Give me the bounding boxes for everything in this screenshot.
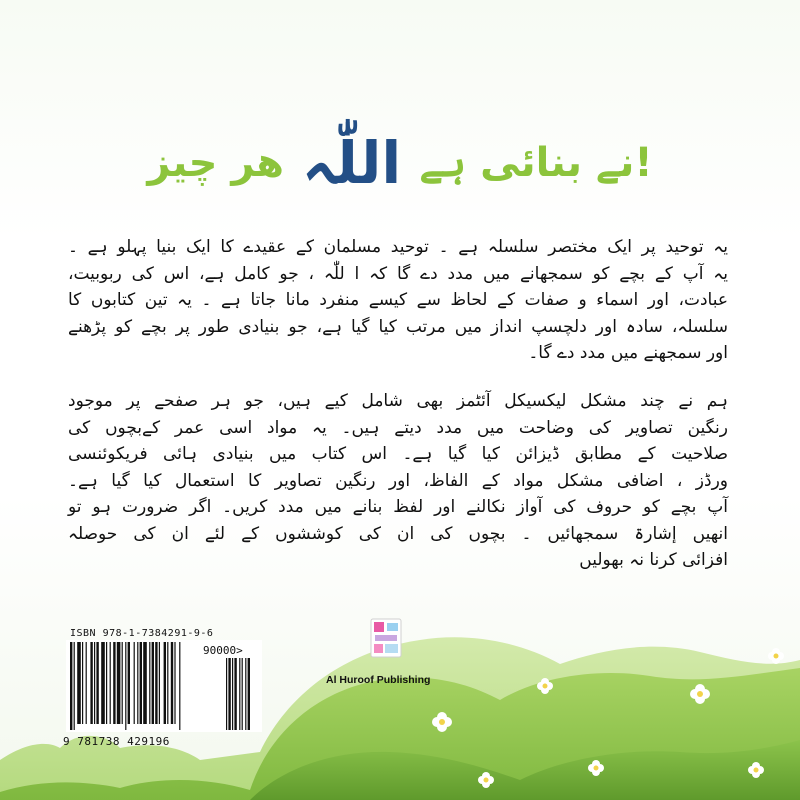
flower: [768, 648, 784, 664]
barcode-bar: [70, 642, 72, 730]
barcode-bar: [149, 642, 150, 724]
barcode-addon-bar: [226, 658, 227, 730]
barcode-bar: [155, 642, 157, 724]
text-line: انھیں إشارۃ سمجھائیں ۔ بچوں کی ان کی کوششوں کے لئے ان کی حوصلہ: [68, 523, 728, 544]
text-line: یہ توحید پر ایک مختصر سلسلہ ہے ۔ توحید مسلمان کے عقیدے کا ایک بنیا پہلو ہے ۔: [68, 237, 728, 257]
title-part-right: نے بنائی ہے!: [419, 140, 653, 186]
text-line: اور سمجھنے میں مدد دے گا۔: [528, 343, 728, 363]
barcode-addon-bar: [234, 658, 236, 730]
barcode-bar: [106, 642, 107, 724]
barcode-bar: [137, 642, 138, 724]
barcode-bar: [164, 642, 166, 724]
barcode-addon-bar: [228, 658, 230, 730]
barcode-bar: [128, 642, 130, 724]
barcode-bar: [167, 642, 168, 724]
text-line: یہ آپ کے بچے کو سمجھانے میں مدد دے گا کہ ا للّٰہ ، جو کامل ہے، اس کی ربوبیت،: [68, 263, 728, 284]
barcode-bar: [159, 642, 160, 724]
text-line: ہم نے چند مشکل لیکسیکل آئٹمز بھی شامل کیے ہیں، جو ہر صفحے پر موجود: [68, 391, 728, 411]
barcode-bar: [125, 642, 126, 730]
barcode-bar: [90, 642, 92, 724]
title-allah: اللّٰہ: [301, 129, 402, 197]
barcode-addon-bar: [248, 658, 250, 730]
text-line: سلسلہ، سادہ اور دلچسپ انداز میں مرتب کیا گیا ہے، جو بنیادی طور پر بچے کو پڑھنے: [68, 316, 728, 337]
text-line: افزائی کرنا نہ بھولیں: [579, 550, 728, 570]
text-line: عبادت، اور اسماء و صفات کے لحاظ سے کیسے منفرد مانا جاتا ہے ۔ یہ تین کتابوں کا: [68, 290, 728, 310]
barcode-bar: [179, 642, 180, 730]
isbn-label: ISBN 978-1-7384291-9-6: [70, 628, 214, 639]
text-line: رنگین تصاویر کی وضاحت میں مدد دیتے ہیں۔ یہ مواد اسی عمر کےبچوں کی: [68, 417, 728, 438]
text-line: صلاحیت کے مطابق ڈیزائن کیا گیا ہے۔ اس کتاب میں بنیادی ہائی فریکوئنسی: [68, 444, 728, 464]
barcode-bar: [117, 642, 121, 724]
barcode-bar: [113, 642, 115, 724]
barcode-bar: [86, 642, 87, 724]
barcode-bar: [96, 642, 98, 724]
barcode-addon-bar: [245, 658, 246, 730]
publisher-logo: [370, 617, 402, 659]
barcode-bar: [140, 642, 142, 724]
barcode-bar: [82, 642, 83, 724]
barcode-bar: [74, 642, 75, 730]
barcode-bar: [134, 642, 135, 724]
barcode-bar: [171, 642, 173, 724]
price-code: 90000>: [203, 644, 243, 657]
barcode-bar: [110, 642, 111, 724]
barcode-bar: [77, 642, 81, 724]
text-line: ورڈز ، اضافی مشکل مواد کے الفاظ، اور رنگین تصاویر کا استعمال کیا گیا ہے۔: [68, 470, 728, 491]
title-part-left: هر چیز: [147, 140, 284, 186]
barcode-addon-bar: [232, 658, 233, 730]
barcode-bar: [174, 642, 175, 724]
text-line: آپ بچے کو حروف کی آواز نکالنے اور لفظ بنانے میں مدد کریں۔ اگر ضرورت ہو تو: [68, 497, 728, 517]
barcode-bar: [143, 642, 147, 724]
publisher-name: Al Huroof Publishing: [326, 674, 431, 686]
barcode-addon-bar: [242, 658, 243, 730]
barcode-bar: [101, 642, 105, 724]
barcode-bar: [122, 642, 123, 724]
barcode-bar: [94, 642, 95, 724]
barcode-bar: [152, 642, 154, 724]
ean-digits: 9 781738 429196: [63, 735, 170, 748]
barcode-addon-bar: [239, 658, 240, 730]
